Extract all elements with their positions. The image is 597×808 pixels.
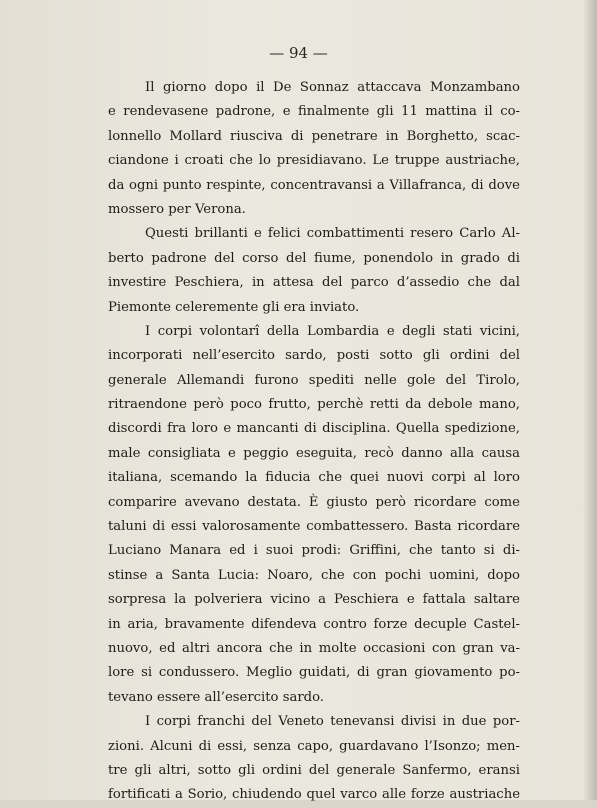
body-text xyxy=(108,76,520,808)
text-line: lonnello Mollard riusciva di penetrare in Borghetto, scac- xyxy=(108,128,520,144)
text-line: zioni. Alcuni di essi, senza capo, guardavano l’Isonzo; men- xyxy=(108,738,520,754)
text-line: stinse a Santa Lucia: Noaro, che con pochi uomini, dopo xyxy=(108,567,520,583)
text-line: mossero per Verona. xyxy=(108,201,246,217)
text-line: in aria, bravamente difendeva contro forze decuple Castel- xyxy=(108,616,520,632)
text-line: I corpi volontarî della Lombardia e degli stati vicini, xyxy=(145,323,520,339)
text-line: Questi brillanti e felici combattimenti resero Carlo Al- xyxy=(145,226,520,242)
text-line: taluni di essi valorosamente combattessero. Basta ricordare xyxy=(108,519,520,535)
text-line: incorporati nell’esercito sardo, posti sotto gli ordini del xyxy=(108,348,520,364)
text-line: berto padrone del corso del fiume, ponendolo in grado di xyxy=(108,250,520,266)
page-number: — 94 — xyxy=(269,44,328,62)
text-line: e rendevasene padrone, e finalmente gli 11 mattina il co- xyxy=(108,104,520,120)
text-line: Il giorno dopo il De Sonnaz attaccava Monzambano xyxy=(145,80,520,95)
text-line: Luciano Manara ed i suoi prodi: Griffini, che tanto si di- xyxy=(108,543,520,559)
text-line: tre gli altri, sotto gli ordini del generale Sanfermo, eransi xyxy=(108,762,520,778)
text-line: da ogni punto respinte, concentravansi a Villafranca, di dove xyxy=(108,177,520,193)
text-line: discordi fra loro e mancanti di disciplina. Quella spedizione, xyxy=(108,421,520,437)
text-line: male consigliata e peggio eseguita, recò danno alla causa xyxy=(108,445,520,461)
text-line: lore si condussero. Meglio guidati, di gran giovamento po- xyxy=(108,665,520,681)
text-line: I corpi franchi del Veneto tenevansi divisi in due por- xyxy=(145,714,520,730)
text-line: fortificati a Sorio, chiudendo quel varco alle forze austriache xyxy=(108,787,520,803)
text-line: Piemonte celeremente gli era inviato. xyxy=(108,299,360,315)
text-line: investire Peschiera, in attesa del parco d’assedio che dal xyxy=(108,275,520,291)
text-line: ciandone i croati che lo presidiavano. Le truppe austriache, xyxy=(108,153,520,169)
text-line: nuovo, ed altri ancora che in molte occasioni con gran va- xyxy=(108,640,520,656)
text-line: sorpresa la polveriera vicino a Peschiera e fattala saltare xyxy=(108,592,520,608)
page-edge-shadow xyxy=(583,0,597,800)
text-line: comparire avevano destata. È giusto però ricordare come xyxy=(108,494,520,510)
text-line: tevano essere all’esercito sardo. xyxy=(108,689,324,705)
text-line: ritraendone però poco frutto, perchè retti da debole mano, xyxy=(108,397,520,413)
text-line: italiana, scemando la fiducia che quei nuovi corpi al loro xyxy=(108,470,520,486)
text-line: generale Allemandi furono spediti nelle gole del Tirolo, xyxy=(108,372,520,388)
